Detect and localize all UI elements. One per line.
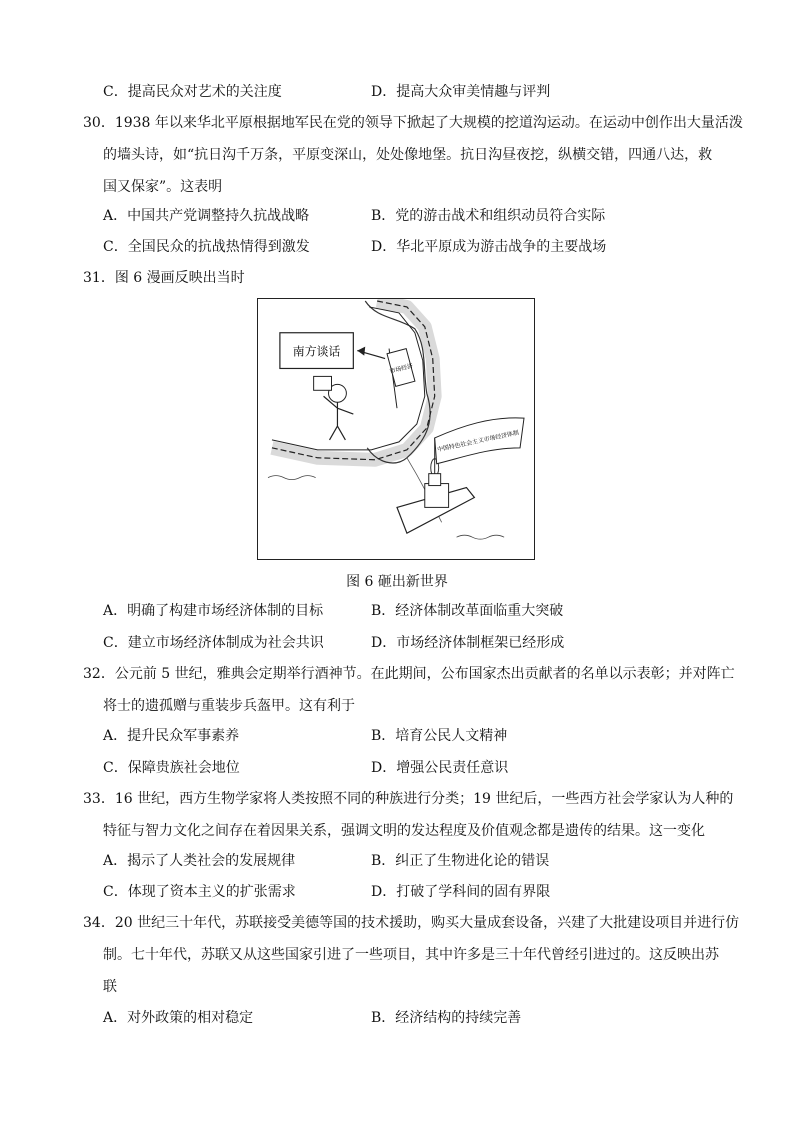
q34-stem-line2: 制。七十年代，苏联又从这些国家引进了一些项目，其中许多是三十年代曾经引进过的。这反映出苏 [103,947,719,963]
figure-caption: 图 6 砸出新世界 [346,574,448,590]
q30-stem-line1: 30．1938 年以来华北平原根据地军民在党的领导下掀起了大规模的挖道沟运动。在运动中创作出大量活泼 [83,115,743,131]
waves-left [268,476,316,480]
q33-option-a: A．揭示了人类社会的发展规律 [103,853,296,869]
q30-option-c: C．全国民众的抗战热情得到激发 [103,239,310,255]
q34-option-a: A．对外政策的相对稳定 [103,1010,254,1026]
ship-banner-text: 中国特色社会主义市场经济体制 [436,429,520,454]
q32-option-b: B．培育公民人文精神 [371,728,508,744]
q34-option-b: B．经济结构的持续完善 [371,1010,522,1026]
q30-option-b: B．党的游击战术和组织动员符合实际 [371,208,606,224]
cartoon-figure [257,298,535,560]
q32-stem-line2: 将士的遗孤赠与重装步兵盔甲。这有利于 [103,698,355,714]
q32-option-c: C．保障贵族社会地位 [103,760,240,776]
q30-option-a: A．中国共产党调整持久抗战战略 [103,208,310,224]
waves-right [457,535,505,539]
q33-stem-line1: 33．16 世纪，西方生物学家将人类按照不同的种族进行分类；19 世纪后，一些西方社会学家认为人种的 [83,791,734,807]
ship-bridge [429,474,441,486]
q31-stem-line1: 31．图 6 漫画反映出当时 [83,270,245,286]
q33-option-d: D．打破了学科间的固有界限 [371,884,551,900]
q33-option-c: C．体现了资本主义的扩张需求 [103,884,296,900]
q32-option-d: D．增强公民责任意识 [371,760,509,776]
talk-label-text: 南方谈话 [292,344,341,359]
q30-option-d: D．华北平原成为游击战争的主要战场 [371,239,607,255]
q31-option-b: B．经济体制改革面临重大突破 [371,603,564,619]
q31-option-c: C．建立市场经济体制成为社会共识 [103,635,324,651]
person-body [324,396,354,440]
market-flag-text: 市场经济 [388,362,414,376]
q31-option-a: A．明确了构建市场经济体制的目标 [103,603,324,619]
ship-cabin [425,484,449,508]
q30-stem-line3: 国又保家”。这表明 [103,179,223,195]
q32-option-a: A．提升民众军事素养 [103,728,240,744]
q34-stem-line3: 联 [103,979,117,995]
q34-stem-line1: 34．20 世纪三十年代，苏联接受美德等国的技术援助，购买大量成套设备，兴建了大批建设项目并进行仿 [83,915,740,931]
q29-option-d: D．提高大众审美情趣与评判 [371,84,551,100]
q33-option-b: B．纠正了生物进化论的错误 [371,853,550,869]
arrow-head-icon [357,347,365,356]
q31-option-d: D．市场经济体制框架已经形成 [371,635,565,651]
person-sign [314,376,332,390]
q29-option-c: C．提高民众对艺术的关注度 [103,84,282,100]
q33-stem-line2: 特征与智力文化之间存在着因果关系，强调文明的发达程度及价值观念都是遗传的结果。这一变化 [103,823,705,839]
cartoon-illustration [258,299,534,559]
q32-stem-line1: 32．公元前 5 世纪，雅典会定期举行酒神节。在此期间，公布国家杰出贡献者的名单以示表彰；并对阵亡 [83,666,735,682]
q30-stem-line2: 的墙头诗，如“抗日沟千万条，平原变深山，处处像地堡。抗日沟昼夜挖，纵横交错，四通八达，救 [103,147,713,163]
